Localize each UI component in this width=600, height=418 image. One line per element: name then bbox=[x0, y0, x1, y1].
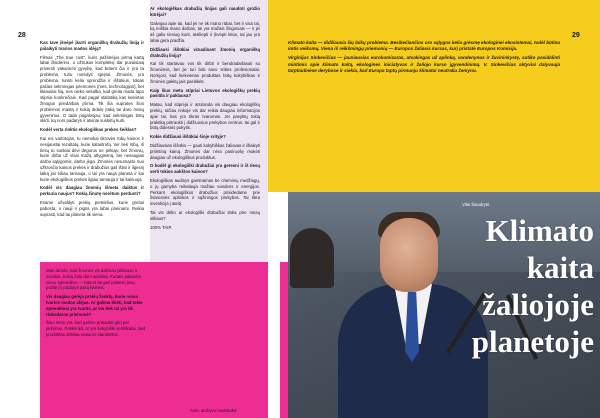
answer: Esame užvaldyti prekių perteklius, kurie greitai pabosta, o nauji ir pigūs yra labai prieinami. Reikia suprasti, kad tai planeta tik viena. bbox=[40, 199, 144, 217]
yellow-block bbox=[268, 0, 600, 192]
question: Kas tave įkvėpė įkurti organišką drabužių liniją ir palaikyti tvarios mados idėją? bbox=[40, 40, 144, 51]
background-person bbox=[290, 228, 334, 288]
answer: Didžiausias iššūkis — gauti kokybiškas žaliavas ir išlaikyti priimtiną kainą. Žmonės dar nėra pasiruošę mokėti daugiau už ekologiškus produktus. bbox=[150, 142, 260, 160]
answer: Matau, kad stiprėja ir atsiranda vis daugiau ekologiškų prekių, tačiau rinkoje vis dar reikia daugiau informacijos apie tai, kas yra tikras tvarumas. Jei pavyktų tokią praktiką pritraukti į didžiuosius prekybos centrus, tai gal ir būtų didesnis pokytis. bbox=[150, 102, 260, 131]
paragraph: Man atrodo, kad žmonės vis dažniau įsiklauso ir suvokia, kokią žalą daro aplinkai. Kartais pakanka vieno sprendimo — būtent tai gali pakeisti jūsų požiūrį ir padaryti įtaką kitiems. bbox=[46, 268, 141, 291]
photo-caption: Vitis Šiaudrytė bbox=[462, 202, 490, 207]
page-number-left: 28 bbox=[18, 32, 26, 39]
answer: Kai tik startavau vos tik dirbti ir bendradarbiauti su žmonėmis, bet jie turi būti savo srities profesionalai. Norėjosi, kad kiekvienas produktas būtų kokybiškas ir žmonės galėtų jais pasitikėti. bbox=[150, 61, 260, 84]
photo-credit: Asm. archyvo nuotrauka bbox=[190, 408, 237, 413]
question: Ar ekologiškas drabužių linijas gali naudoti grožio kūrėjai? bbox=[150, 6, 260, 17]
answer: Filmas „The true cost“, kuris pažiūrėjus pirmą kartą labai išsiderino, o užtrukus kompleksį dar puvaisiaią priversti vakarinėti gyvybę, kad būtent čia ir yra ta problema, turiu norėdyti spręsti. Žmonės, yra problema, turinti kelia sprendžia ir iššūkius, tokias pačias sėkmingas priemones (mes, technologijos), bet tikiausiai šią, nes nieko nekalba, kad greita mada tapo stipriai konkrečiais. Kad pagal statistiką kas ketvirtas žmogus priedarbas pirma. Tik šia supratęs šios problemos mastą ir kokią didelę įtaką tai daro mūsų gyvenimui. O tada pagalvojau, kad sėkmingas būtų skirti, ką nors padaryti ir atviriai suskirtų kurti. bbox=[40, 54, 144, 124]
question: Didžiausi iššūkiai vizualinant žmonių organišką drabužių liniją? bbox=[150, 46, 260, 58]
headline-line: Klimato bbox=[485, 213, 594, 248]
pink-block-text bbox=[46, 268, 146, 341]
headline-line: planetoje bbox=[471, 324, 594, 359]
answer: 100% TAIP. bbox=[150, 224, 172, 230]
question: Kokie didžiausi iššūkiai šioje srityje? bbox=[150, 134, 226, 140]
question: Kaip šiuo metu stipriai Lietuvos ekologiškų prekių pasiūla ir paklausa? bbox=[150, 87, 260, 99]
face bbox=[380, 218, 438, 292]
page-number-right: 29 bbox=[572, 32, 580, 39]
headline-line: žaliojoje bbox=[482, 287, 594, 322]
intro-paragraph: Virginijus Sinkevičius — jauniausias eurokomisaras, atsakingas už aplinką, vandenynus ir žuvininkystę, sutiko pasidalinti mintimis apie klimato kaitą, ekologines iniciatyvas ir žaliojo kurso įgyvendinimą. V. Sinkevičius aktyviai dalyvauja tarptautinėse derybose ir siekia, kad Europa taptų pirmuoju klimatui neutraliu žemynu. bbox=[288, 55, 560, 73]
intro-paragraph: Klimato kaita — didžiausia šių laikų problema. Besikečiančios oro sąlygos kelia grėsmę ekologinei ekosistemai, todėl būtina imtis veiksmų. Viena iš reikšmingų priemonių — Europos žaliasis kursas, kurį pristatė Europos Komisija. bbox=[288, 40, 560, 52]
headline-line: kaita bbox=[526, 250, 594, 285]
question: O kodėl gi ekologiški drabužiai yra geresni ir iš tiesų verti tokios aukštos kainos? bbox=[150, 163, 260, 175]
article-intro bbox=[288, 40, 560, 77]
article-column-middle bbox=[150, 6, 260, 233]
answer: Tai vis dėlto ar ekologiški drabužiai tinka prie mūsų stiliaus? bbox=[150, 209, 260, 221]
answer: Kai esi vartotojas, tu nemokai tikrovės rūbų kainos ir nesijaustai rezultatų, kurie katastrofą. Ver tiek rūbų, iš tiesų tu sunkiai dėvi degurus ne pirkiąs, bet žmonių, kurie dirba už visai mažą atlyginimą, bei nesaugias darbo sąlygomis, darbo jėga. Žmonės nesumąsto nuo užkrosčio kainos prekės ir drabužius gali ištisi ir ilgesnį laiką jos toliau tarnauja, o tai yra nauja planeta ir kai kurie ekologiškos prekės ilgiau tarnauja ir tai kainuoja. bbox=[40, 135, 144, 182]
answer: Ekologiškas audinys gaminamas be cheminių medžiagų, o jų gamyba reikalauja mažiau vandens ir energijos. Perkant ekologiškus drabužius prisidedame prie švaresnės aplinkos ir sąžiningos prekybos. Tai tikra investicija į ateitį. bbox=[150, 177, 260, 207]
paragraph: Šiuo metu yra, kad galime pritraukti gėrį per pirkimus. Patikrinkit, ar yra kokybiški sertifikatai, kad produktas atitinka tvarumo standartus. bbox=[46, 320, 145, 337]
question: Vis daugiau gerėja prekių ženklų, kurie remia tvarios mados idėjas. Ar galima tikėti, kad tokie sprendimai yra tvarūs, ar vis tiek tai yra tik rinkodaros priemonė? bbox=[46, 294, 143, 317]
answer: Galvojau apie tai, kad jei ne tik mano rūbai, bet ir visa tai, ką reiškia mano darbas, tai yra mažais žingsniais — ir jei aš galiu tiesiog kurti, atsiliepti ir įkvėpti kitus, tai jau yra labai gera pradžia. bbox=[150, 20, 260, 43]
headline bbox=[444, 212, 594, 360]
question: Kodėl verta rinktis ekologiškas prekes šeiklas? bbox=[40, 127, 137, 133]
article-column-left bbox=[40, 40, 144, 220]
pink-strip bbox=[280, 262, 288, 418]
question: Kodėl vis daugiau žmonių išmeta daiktus ir perkuria naujus? Kokią žinutę norėtum perduoti? bbox=[40, 185, 144, 197]
